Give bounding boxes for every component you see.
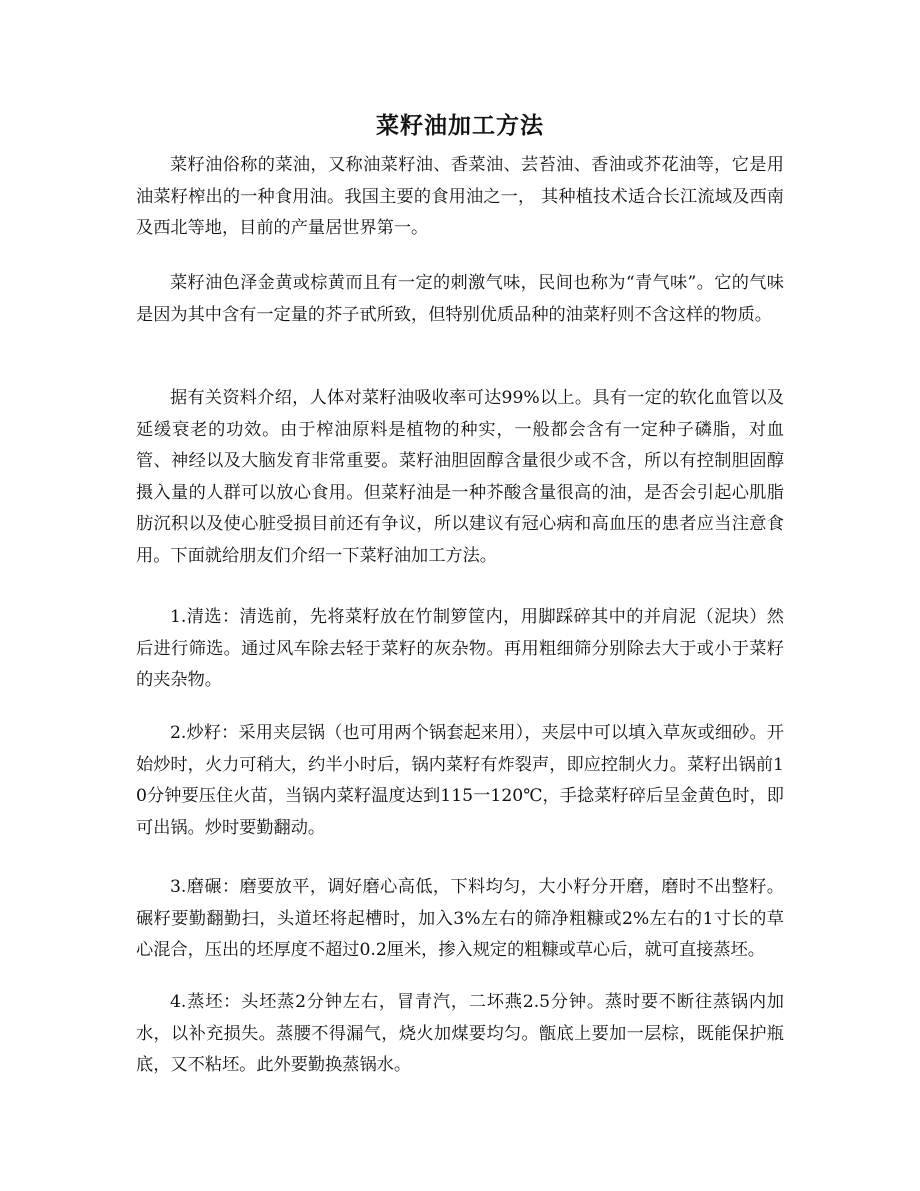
paragraph-step-roasting: 2.炒籽：采用夹层锅（也可用两个锅套起来用），夹层中可以填入草灰或细砂。开始炒时，火力可稍大，约半小时后，锅内菜籽有炸裂声，即应控制火力。菜籽出锅前10分钟要压住火苗，当锅内菜籽温度达到115一120℃，手捻菜籽碎后呈金黄色时，即可出锅。炒时要勤翻动。 — [136, 723, 784, 838]
paragraph-nutrition: 据有关资料介绍，人体对菜籽油吸收率可达99%以上。具有一定的软化血管以及延缓衰老的功效。由于榨油原料是植物的种实，一般都会含有一定种子磷脂，对血管、神经以及大脑发育非常重要。菜籽油胆固醇含量很少或不含，所以有控制胆固醇摄入量的人群可以放心食用。但菜籽油是一种芥酸含量很高的油，是否会引起心肌脂肪沉积以及使心脏受损目前还有争议，所以建议有冠心病和高血压的患者应当注意食用。下面就给朋友们介绍一下菜籽油加工方法。 — [136, 388, 784, 566]
document-title: 菜籽油加工方法 — [376, 113, 544, 139]
paragraph-step-steaming: 4.蒸坯：头坯蒸2分钟左右，冒青汽，二坏燕2.5分钟。蒸时要不断往蒸锅内加水，以补充损失。蒸腰不得漏气，烧火加煤要均匀。甑底上要加一层棕，既能保护瓶底，又不粘坯。此外要勤换蒸锅水。 — [136, 992, 784, 1075]
paragraph-step-cleaning: 1.清选：清选前，先将菜籽放在竹制箩筐内，用脚踩碎其中的并肩泥（泥块）然后进行筛选。通过风车除去轻于菜籽的灰杂物。再用粗细筛分别除去大于或小于菜籽的夹杂物。 — [136, 607, 784, 690]
paragraph-intro: 菜籽油俗称的菜油，又称油菜籽油、香菜油、芸苔油、香油或芥花油等，它是用油菜籽榨出的一种食用油。我国主要的食用油之一， 其种植技术适合长江流域及西南及西北等地，目前的产量居世界第一。 — [136, 155, 784, 238]
paragraph-color-odor: 菜籽油色泽金黄或棕黄而且有一定的刺激气味，民间也称为“青气味”。它的气味是因为其中含有一定量的芥子甙所致，但特别优质品种的油菜籽则不含这样的物质。 — [136, 273, 784, 325]
paragraph-step-grinding: 3.磨碾：磨要放平，调好磨心高低，下料均匀，大小籽分开磨，磨时不出整籽。碾籽要勤翻勤扫，头道坯将起槽时，加入3%左右的筛净粗糠或2%左右的1寸长的草心混合，压出的坯厚度不超过0.2厘米，掺入规定的粗糠或草心后，就可直接蒸坯。 — [136, 877, 784, 960]
